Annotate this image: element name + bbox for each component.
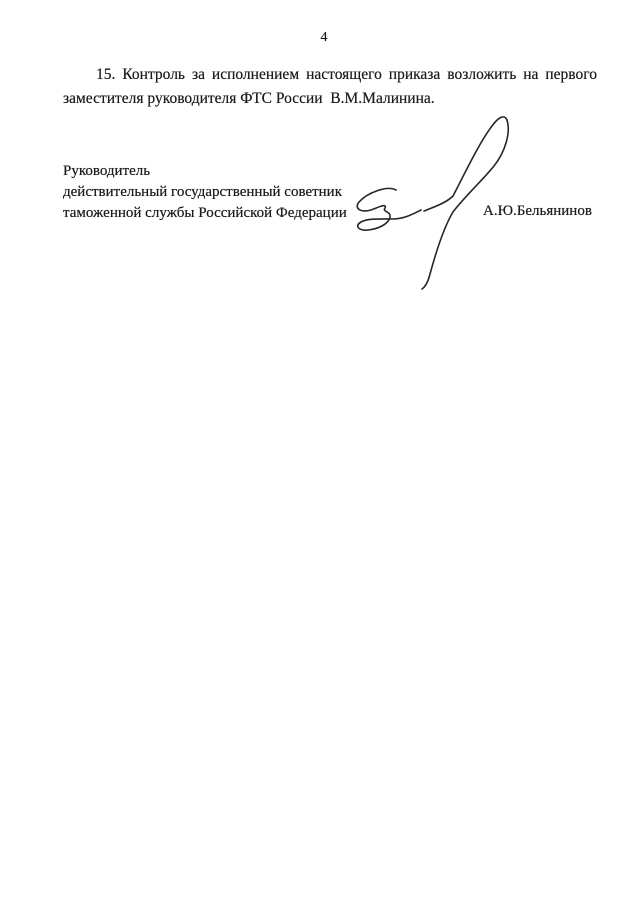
page-number: 4 xyxy=(320,30,328,45)
paragraph-line: заместителя руководителя ФТС России В.М.Малинина. xyxy=(63,90,435,107)
paragraph-line: 15. Контроль за исполнением настоящего приказа возложить на первого xyxy=(96,66,597,83)
signature-title-block xyxy=(63,161,347,224)
body-paragraph xyxy=(63,63,597,111)
signer-position-line: Руководитель xyxy=(63,163,151,179)
signer-position-line: таможенной службы Российской Федерации xyxy=(63,205,347,221)
signer-position-line: действительный государственный советник xyxy=(63,184,343,200)
signer-name: А.Ю.Бельянинов xyxy=(483,203,592,219)
